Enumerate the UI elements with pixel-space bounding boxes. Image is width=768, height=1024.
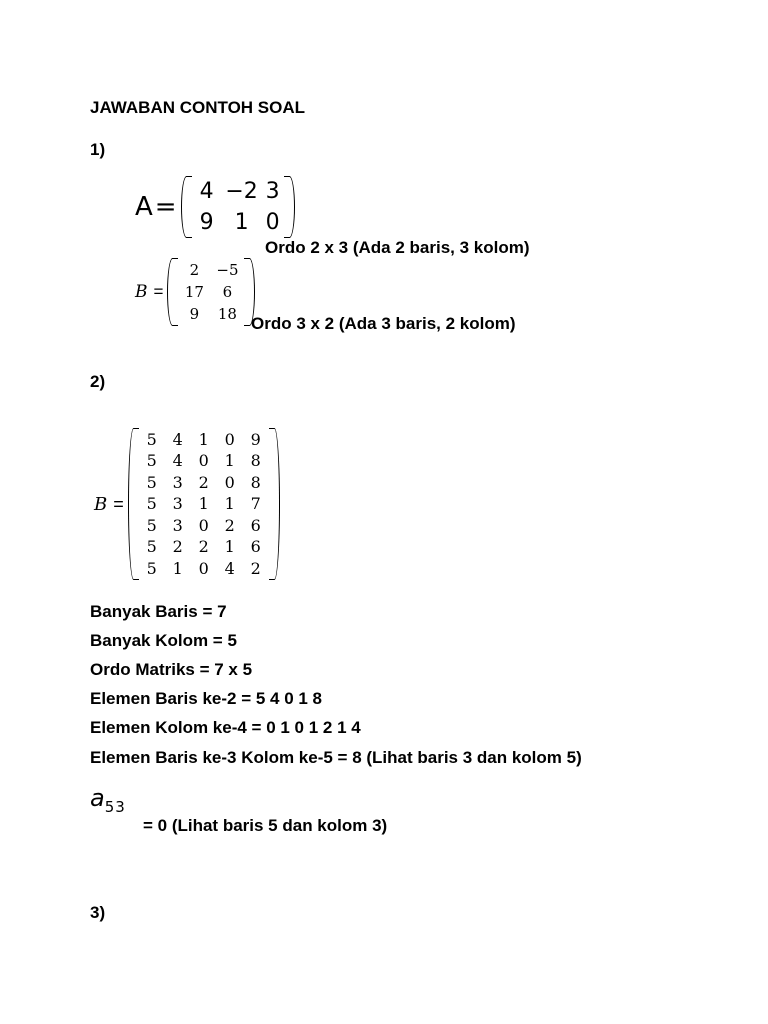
section-3-number: 3) [90,903,106,922]
matrix-entry: 0 [198,515,209,535]
matrix-entry: 0 [224,429,235,449]
matrix-entry: 5 [146,537,157,557]
left-parenthesis [181,176,192,238]
matrix-b-7x5-entries [139,429,269,580]
matrix-entry: 6 [250,515,261,535]
matrix-entry: 17 [184,283,204,301]
matrix-entry: 8 [250,451,261,471]
matrix-entry: 2 [189,261,200,279]
matrix-entry: 5 [146,472,157,492]
matrix-entry: 4 [199,179,214,204]
matrix-entry: 1 [198,494,209,514]
answer-column-4-elements: Elemen Kolom ke-4 = 0 1 0 1 2 1 4 [90,718,361,737]
matrix-a-entries [192,179,284,235]
matrix-entry: 1 [198,429,209,449]
matrix-entry: 5 [146,429,157,449]
matrix-b-3x2-entries [178,259,244,325]
matrix-entry: 5 [146,558,157,578]
matrix-entry: 2 [172,537,183,557]
answer-row-2-elements: Elemen Baris ke-2 = 5 4 0 1 8 [90,689,323,708]
right-parenthesis [284,176,295,238]
matrix-entry: 5 [146,451,157,471]
matrix-entry: 9 [189,305,200,323]
matrix-entry: 3 [172,494,183,514]
matrix-entry: 4 [172,429,183,449]
matrix-entry: −2 [225,179,258,204]
matrix-entry: 6 [250,537,261,557]
element-symbol: a [90,784,105,812]
answer-matrix-order: Ordo Matriks = 7 x 5 [90,660,253,679]
matrix-entry: 5 [146,515,157,535]
section-1-number: 1) [90,140,106,159]
page-title: JAWABAN CONTOH SOAL [90,98,306,117]
matrix-entry: 1 [234,210,249,235]
matrix-entry: 5 [146,494,157,514]
right-parenthesis [269,428,280,580]
matrix-entry: 0 [198,558,209,578]
matrix-b-7x5 [94,428,280,580]
matrix-b-3x2 [135,258,255,326]
matrix-a-order-note: Ordo 2 x 3 (Ada 2 baris, 3 kolom) [265,238,530,257]
matrix-a-equals: = [154,192,177,222]
matrix-entry: 1 [224,494,235,514]
matrix-entry: 1 [224,537,235,557]
matrix-b-equals: = [113,493,124,514]
matrix-entry: 3 [172,472,183,492]
answer-column-count: Banyak Kolom = 5 [90,631,237,650]
matrix-entry: 4 [224,558,235,578]
answer-row-count: Banyak Baris = 7 [90,602,227,621]
matrix-entry: 18 [217,305,237,323]
matrix-entry: 2 [224,515,235,535]
matrix-entry: 9 [250,429,261,449]
matrix-entry: 0 [224,472,235,492]
left-parenthesis [167,258,178,326]
matrix-b-label: B [135,282,148,302]
matrix-entry: 1 [224,451,235,471]
matrix-b-equals: = [153,282,164,301]
matrix-entry: 2 [250,558,261,578]
matrix-b-order-note: Ordo 3 x 2 (Ada 3 baris, 2 kolom) [251,314,516,333]
element-subscript: 53 [104,798,126,816]
matrix-entry: 0 [198,451,209,471]
matrix-a-label: A [135,192,153,222]
matrix-entry: 1 [172,558,183,578]
matrix-entry: 4 [172,451,183,471]
matrix-entry: 2 [198,537,209,557]
matrix-entry: 3 [172,515,183,535]
element-a53-result: = 0 (Lihat baris 5 dan kolom 3) [143,816,388,835]
matrix-a [135,176,295,238]
matrix-entry: 6 [222,283,233,301]
matrix-entry: −5 [216,261,239,279]
element-a53-symbol [90,784,126,816]
matrix-entry: 8 [250,472,261,492]
matrix-entry: 7 [250,494,261,514]
answer-element-row3-col5: Elemen Baris ke-3 Kolom ke-5 = 8 (Lihat baris 3 dan kolom 5) [90,748,582,767]
matrix-entry: 3 [265,179,280,204]
left-parenthesis [128,428,139,580]
matrix-entry: 2 [198,472,209,492]
section-2-number: 2) [90,372,106,391]
matrix-b-label: B [94,493,108,515]
matrix-entry: 0 [265,210,280,235]
matrix-entry: 9 [199,210,214,235]
